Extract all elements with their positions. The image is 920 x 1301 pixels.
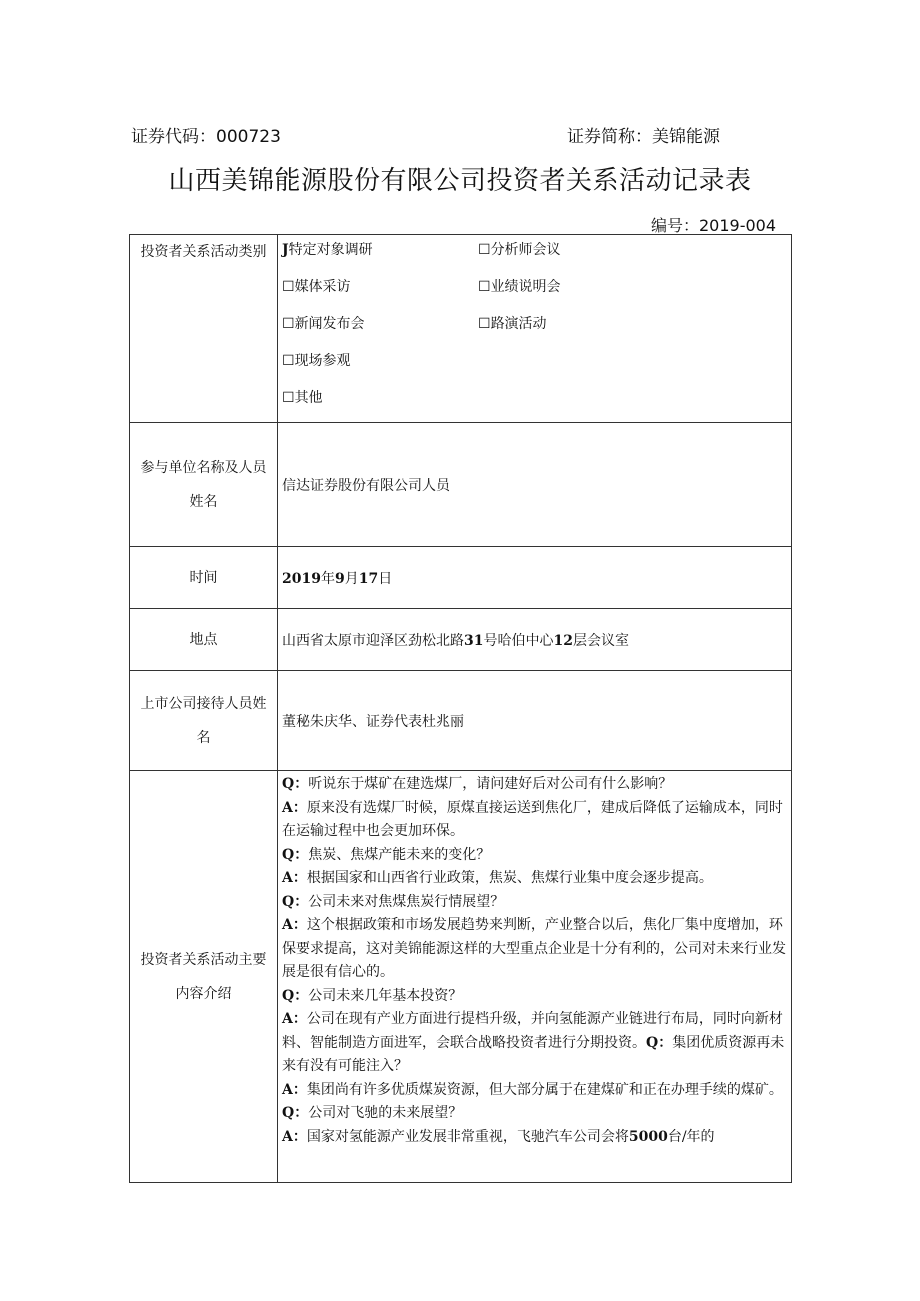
checkbox-icon: ☐ [282, 390, 295, 406]
qa-text: 这个根据政策和市场发展趋势来判断，产业整合以后，焦化厂集中度增加，环保要求提高，这对美锦能源这样的大型重点企业是十分有利的，公司对未来行业发展是很有信心的。 [282, 917, 786, 980]
question-paragraph [282, 891, 789, 915]
document-number [651, 213, 776, 236]
category-option-label: 现场参观 [294, 353, 351, 369]
checked-mark-icon: J [282, 242, 289, 258]
qa-text: 公司未来对焦煤焦炭行情展望？ [308, 893, 505, 910]
question-paragraph [282, 1102, 789, 1126]
checkbox-icon: ☐ [282, 353, 295, 369]
qa-tag: A： [282, 1128, 307, 1145]
security-abbreviation-value: 美锦能源 [652, 127, 720, 147]
location-number2: 12 [553, 632, 573, 649]
qa-tag: Q： [282, 776, 309, 792]
time-label: 时间 [130, 547, 278, 609]
receptionists-label-line1: 上市公司接待人员姓 [140, 695, 267, 712]
question-paragraph [282, 844, 789, 868]
answer-paragraph [282, 797, 789, 844]
time-day-unit: 日 [378, 570, 393, 587]
qa-text-tail: 台/年的 [667, 1128, 715, 1145]
time-day: 17 [358, 570, 379, 587]
qa-text: 集团尚有许多优质煤炭资源，但大部分属于在建煤矿和正在办理手续的煤矿。 [306, 1081, 783, 1098]
content-label-line2: 内容介绍 [175, 985, 232, 1002]
qa-text: 国家对氢能源产业发展非常重视，飞驰汽车公司会将 [306, 1128, 629, 1145]
qa-text: 集团优质资源再未来有没有可能注入？ [282, 1034, 785, 1074]
category-option [478, 237, 658, 274]
document-number-value: 2019-004 [698, 216, 776, 235]
qa-tag: Q： [282, 846, 309, 863]
answer-paragraph [282, 1079, 789, 1103]
qa-tag: A： [282, 799, 307, 816]
time-month-unit: 月 [344, 570, 359, 587]
checkbox-icon: ☐ [282, 279, 295, 295]
category-option-label: 其他 [294, 390, 323, 406]
time-row [130, 547, 792, 609]
answer-paragraph [282, 914, 789, 985]
answer-paragraph [282, 867, 789, 891]
category-option [282, 385, 478, 422]
qa-number: 5000 [628, 1128, 668, 1145]
qa-tag: A： [282, 1081, 307, 1098]
participants-label [130, 423, 278, 547]
qa-text: 公司未来几年基本投资？ [308, 987, 463, 1004]
qa-tag: A： [282, 1011, 307, 1027]
category-option-label: 媒体采访 [294, 279, 351, 295]
time-year-unit: 年 [320, 570, 335, 587]
category-option [282, 348, 478, 385]
receptionists-label [130, 671, 278, 771]
qa-tag: Q： [646, 1034, 673, 1051]
checkbox-icon: ☐ [478, 316, 491, 332]
question-paragraph [282, 773, 789, 797]
document-number-label: 编号： [650, 216, 699, 235]
location-part3: 层会议室 [572, 632, 629, 649]
checkbox-icon: ☐ [282, 316, 295, 332]
participants-value: 信达证券股份有限公司人员 [278, 423, 792, 547]
category-option [282, 274, 478, 311]
checkbox-icon: ☐ [478, 242, 491, 258]
location-number1: 31 [464, 632, 484, 649]
category-option [478, 311, 658, 348]
category-option [282, 311, 478, 348]
qa-text: 原来没有选煤厂时候，原煤直接运送到焦化厂，建成后降低了运输成本，同时在运输过程中也会更加环保。 [282, 799, 783, 839]
receptionists-label-line2: 名 [196, 729, 211, 746]
location-value [278, 609, 792, 671]
location-part2: 号哈伯中心 [483, 632, 554, 649]
category-option-label: 特定对象调研 [288, 242, 373, 258]
qa-tag: A： [282, 917, 307, 933]
content-label [130, 771, 278, 1183]
category-option [478, 274, 658, 311]
content-row [130, 771, 792, 1183]
category-option-label: 路演活动 [490, 316, 547, 332]
qa-text: 根据国家和山西省行业政策，焦炭、焦煤行业集中度会逐步提高。 [306, 870, 713, 886]
security-code-value: 000723 [216, 127, 281, 147]
qa-text: 公司对飞驰的未来展望？ [308, 1105, 463, 1121]
receptionists-value: 董秘朱庆华、证券代表杜兆丽 [278, 671, 792, 771]
qa-tag: Q： [282, 893, 309, 910]
category-option-label: 业绩说明会 [490, 279, 561, 295]
content-qa [278, 771, 792, 1183]
time-year: 2019 [282, 570, 321, 587]
category-label: 投资者关系活动类别 [130, 235, 278, 423]
security-abbreviation-label: 证券简称： [567, 127, 652, 147]
security-code-label: 证券代码： [131, 127, 216, 147]
qa-tag: Q： [282, 1105, 309, 1121]
security-abbreviation [567, 122, 720, 147]
qa-text: 听说东于煤矿在建选煤厂，请问建好后对公司有什么影响？ [308, 776, 673, 792]
location-part1: 山西省太原市迎泽区劲松北路 [282, 632, 464, 649]
category-option [478, 348, 658, 385]
checkbox-icon: ☐ [478, 279, 491, 295]
qa-tag: Q： [282, 987, 309, 1004]
time-month: 9 [334, 570, 345, 587]
time-value [278, 547, 792, 609]
qa-tag: A： [282, 870, 307, 886]
answer-paragraph [282, 1008, 789, 1079]
participants-row [130, 423, 792, 547]
qa-text: 公司在现有产业方面进行提档升级，并向氢能源产业链进行布局，同时向新材料、智能制造方面进军，会联合战略投资者进行分期投资。 [282, 1011, 783, 1051]
category-row [130, 235, 792, 423]
participants-label-line2: 姓名 [189, 493, 218, 510]
question-paragraph [282, 985, 789, 1009]
answer-paragraph [282, 1126, 789, 1150]
receptionists-row [130, 671, 792, 771]
document-title: 山西美锦能源股份有限公司投资者关系活动记录表 [168, 166, 752, 196]
content-label-line1: 投资者关系活动主要 [140, 951, 267, 968]
location-row [130, 609, 792, 671]
category-option-label: 新闻发布会 [294, 316, 365, 332]
security-code [131, 122, 281, 147]
location-label: 地点 [130, 609, 278, 671]
qa-text: 焦炭、焦煤产能未来的变化？ [308, 846, 491, 863]
category-option [282, 237, 478, 274]
record-table [129, 234, 792, 1183]
category-options [278, 235, 792, 423]
participants-label-line1: 参与单位名称及人员 [140, 459, 267, 476]
category-option-label: 分析师会议 [490, 242, 561, 258]
